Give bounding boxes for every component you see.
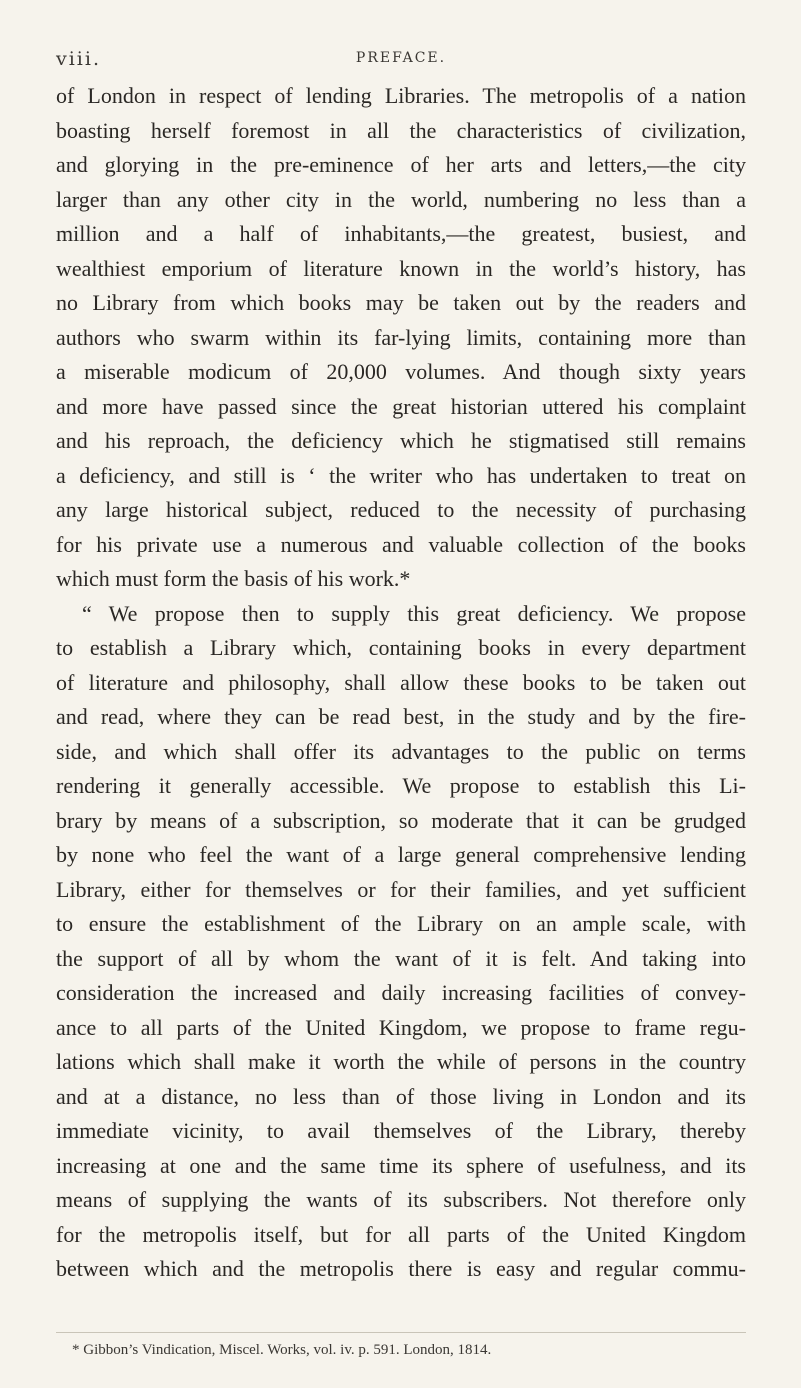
text-line: to establish a Library which, containing books in every department <box>56 635 746 660</box>
text-line: boasting herself foremost in all the characteristics of civilization, <box>56 117 746 143</box>
text-line: the support of all by whom the want of it is felt. And taking into <box>56 945 746 971</box>
text-line: and read, where they can be read best, in the study and by the fire- <box>56 704 746 729</box>
body-text <box>56 79 746 1287</box>
text-line: means of supplying the wants of its subscribers. Not therefore only <box>56 1187 746 1212</box>
text-line: a miserable modicum of 20,000 volumes. And though sixty years <box>56 359 746 384</box>
text-line: ance to all parts of the United Kingdom, we propose to frame regu- <box>56 1014 746 1040</box>
text-line: Library, either for themselves or for their families, and yet sufficient <box>56 876 746 902</box>
footnote-divider <box>56 1332 746 1333</box>
text-line: a deficiency, and still is ‘ the writer who has undertaken to treat on <box>56 462 746 488</box>
page-header <box>56 48 746 72</box>
text-line: and more have passed since the great historian uttered his complaint <box>56 393 746 419</box>
text-line: between which and the metropolis there is easy and regular commu- <box>56 1256 746 1281</box>
text-line: any large historical subject, reduced to the necessity of purchasing <box>56 497 746 522</box>
text-line: by none who feel the want of a large general comprehensive lending <box>56 842 746 867</box>
text-line: “ We propose then to supply this great deficiency. We propose <box>82 600 746 626</box>
text-line: of literature and philosophy, shall allow these books to be taken out <box>56 669 746 695</box>
text-line: side, and which shall offer its advantages to the public on terms <box>56 738 746 764</box>
text-line: increasing at one and the same time its sphere of usefulness, and its <box>56 1152 746 1178</box>
text-line: of London in respect of lending Libraries. The metropolis of a nation <box>56 83 746 108</box>
text-line: and at a distance, no less than of those living in London and its <box>56 1083 746 1109</box>
text-line: to ensure the establishment of the Library on an ample scale, with <box>56 911 746 936</box>
text-line: immediate vicinity, to avail themselves of the Library, thereby <box>56 1118 746 1143</box>
text-line: consideration the increased and daily increasing facilities of convey- <box>56 980 746 1005</box>
text-line: rendering it generally accessible. We propose to establish this Li- <box>56 773 746 798</box>
text-line: authors who swarm within its far-lying limits, containing more than <box>56 324 746 350</box>
page-number: viii. <box>56 48 102 70</box>
text-line: and glorying in the pre-eminence of her arts and letters,—the city <box>56 152 746 177</box>
text-line: which must form the basis of his work.* <box>56 566 411 591</box>
text-line: brary by means of a subscription, so moderate that it can be grudged <box>56 807 746 833</box>
text-line: and his reproach, the deficiency which he stigmatised still remains <box>56 428 746 453</box>
text-line: no Library from which books may be taken out by the readers and <box>56 290 746 315</box>
text-line: for the metropolis itself, but for all parts of the United Kingdom <box>56 1221 746 1247</box>
footnote: * Gibbon’s Vindication, Miscel. Works, vol. iv. p. 591. London, 1814. <box>72 1342 492 1358</box>
text-line: larger than any other city in the world, numbering no less than a <box>56 186 746 212</box>
text-line: wealthiest emporium of literature known in the world’s history, has <box>56 255 746 281</box>
text-line: million and a half of inhabitants,—the greatest, busiest, and <box>56 221 746 246</box>
text-line: for his private use a numerous and valuable collection of the books <box>56 531 746 557</box>
running-title: PREFACE. <box>355 50 447 66</box>
text-line: lations which shall make it worth the while of persons in the country <box>56 1049 746 1074</box>
